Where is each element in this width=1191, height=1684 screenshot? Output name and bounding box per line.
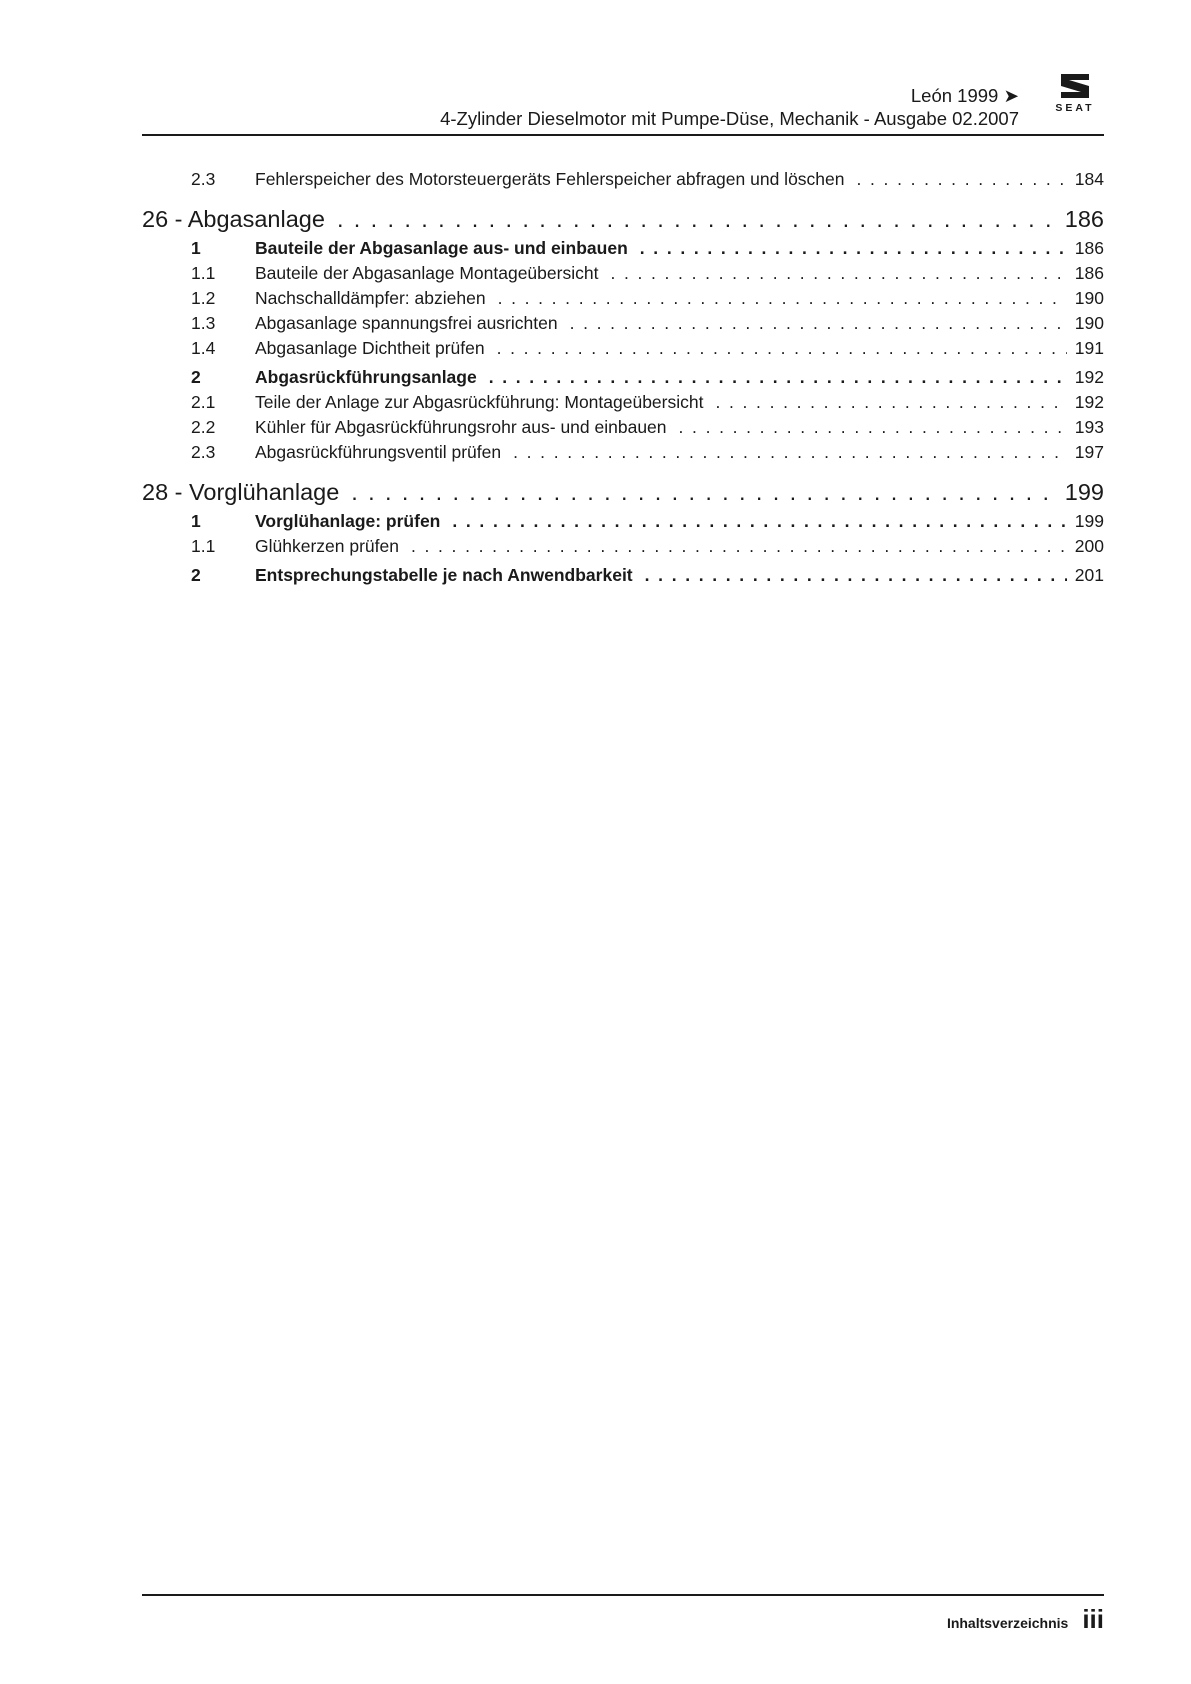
toc-entry-title: Fehlerspeicher des Motorsteuergeräts Fehlerspeicher abfragen und löschen bbox=[255, 169, 845, 189]
dot-leader bbox=[513, 440, 1067, 465]
toc-entry-title: Glühkerzen prüfen bbox=[255, 536, 399, 556]
dot-leader bbox=[715, 390, 1066, 415]
toc-chapter-title: 28 - Vorglühanlage bbox=[142, 479, 340, 505]
dot-leader bbox=[679, 415, 1067, 440]
dot-leader bbox=[452, 509, 1066, 534]
toc-entry-page: 200 bbox=[1074, 536, 1104, 556]
toc-entry-page: 191 bbox=[1074, 338, 1104, 358]
toc-entry-number: 1.3 bbox=[191, 313, 216, 333]
toc-entry[interactable] bbox=[142, 286, 1104, 311]
toc-entry-page: 190 bbox=[1074, 288, 1104, 308]
toc-entry-number: 1.4 bbox=[191, 338, 216, 358]
toc-entry-title: Bauteile der Abgasanlage aus- und einbauen bbox=[255, 238, 628, 258]
dot-leader bbox=[857, 167, 1067, 192]
toc-entry[interactable] bbox=[142, 311, 1104, 336]
toc-entry[interactable] bbox=[142, 336, 1104, 361]
dot-leader bbox=[645, 563, 1067, 588]
header-subtitle: 4-Zylinder Dieselmotor mit Pumpe-Düse, Mechanik - Ausgabe 02.2007 bbox=[440, 108, 1019, 129]
toc-entry-number: 1.2 bbox=[191, 288, 216, 308]
toc-entry-title: Teile der Anlage zur Abgasrückführung: Montageübersicht bbox=[255, 392, 704, 412]
dot-leader bbox=[570, 311, 1067, 336]
toc-entry[interactable] bbox=[142, 534, 1104, 559]
toc-entry-page: 192 bbox=[1074, 392, 1104, 412]
dot-leader bbox=[498, 286, 1067, 311]
toc-entry[interactable] bbox=[142, 261, 1104, 286]
header-rule bbox=[142, 134, 1104, 136]
seat-logo bbox=[1046, 72, 1104, 124]
footer-rule bbox=[142, 1594, 1104, 1596]
toc-chapter-page: 199 bbox=[1064, 479, 1104, 505]
page-footer bbox=[947, 1604, 1104, 1635]
toc-entry-number: 2.3 bbox=[191, 169, 216, 189]
toc-section[interactable] bbox=[142, 365, 1104, 390]
toc-entry-number: 2 bbox=[191, 565, 201, 585]
toc-entry-title: Abgasrückführungsventil prüfen bbox=[255, 442, 502, 462]
toc-entry-number: 2.3 bbox=[191, 442, 216, 462]
page-number: iii bbox=[1082, 1604, 1104, 1634]
toc-chapter-title: 26 - Abgasanlage bbox=[142, 206, 325, 232]
toc-entry[interactable] bbox=[142, 390, 1104, 415]
header-text bbox=[440, 84, 1019, 130]
toc-entry-page: 197 bbox=[1074, 442, 1104, 462]
dot-leader bbox=[610, 261, 1066, 286]
toc-entry-number: 1.1 bbox=[191, 263, 216, 283]
page-header bbox=[142, 62, 1104, 136]
toc-entry-title: Entsprechungstabelle je nach Anwendbarkeit bbox=[255, 565, 633, 585]
dot-leader bbox=[497, 336, 1067, 361]
toc-section[interactable] bbox=[142, 509, 1104, 534]
dot-leader bbox=[640, 236, 1067, 261]
toc-entry-title: Bauteile der Abgasanlage Montageübersicht bbox=[255, 263, 599, 283]
toc-entry[interactable] bbox=[142, 415, 1104, 440]
toc-entry-number: 2 bbox=[191, 367, 201, 387]
toc-entry-title: Abgasanlage spannungsfrei ausrichten bbox=[255, 313, 558, 333]
toc-entry-title: Kühler für Abgasrückführungsrohr aus- und einbauen bbox=[255, 417, 667, 437]
toc-entry-title: Vorglühanlage: prüfen bbox=[255, 511, 441, 531]
toc-entry-number: 1.1 bbox=[191, 536, 216, 556]
toc-entry-title: Abgasrückführungsanlage bbox=[255, 367, 477, 387]
toc-entry[interactable] bbox=[142, 440, 1104, 465]
toc-entry-title: Nachschalldämpfer: abziehen bbox=[255, 288, 486, 308]
dot-leader bbox=[489, 365, 1067, 390]
toc-entry-number: 1 bbox=[191, 511, 201, 531]
toc-entry-page: 186 bbox=[1074, 238, 1104, 258]
toc-entry-number: 2.2 bbox=[191, 417, 216, 437]
toc-entry[interactable] bbox=[142, 167, 1104, 192]
toc-entry-number: 1 bbox=[191, 238, 201, 258]
toc-entry-page: 186 bbox=[1074, 263, 1104, 283]
seat-wordmark: SEAT bbox=[1055, 102, 1095, 114]
toc-entry-title: Abgasanlage Dichtheit prüfen bbox=[255, 338, 485, 358]
toc-section[interactable] bbox=[142, 236, 1104, 261]
toc-chapter-26[interactable] bbox=[142, 202, 1104, 236]
toc-entry-number: 2.1 bbox=[191, 392, 216, 412]
toc-chapter-page: 186 bbox=[1064, 206, 1104, 232]
dot-leader bbox=[411, 534, 1067, 559]
dot-leader bbox=[351, 475, 1056, 509]
table-of-contents bbox=[142, 167, 1104, 588]
header-model: León 1999 ➤ bbox=[440, 84, 1019, 107]
toc-section[interactable] bbox=[142, 563, 1104, 588]
dot-leader bbox=[337, 202, 1057, 236]
seat-emblem-icon bbox=[1058, 72, 1092, 100]
toc-entry-page: 190 bbox=[1074, 313, 1104, 333]
footer-label: Inhaltsverzeichnis bbox=[946, 1615, 1069, 1631]
toc-chapter-28[interactable] bbox=[142, 475, 1104, 509]
toc-entry-page: 193 bbox=[1074, 417, 1104, 437]
toc-entry-page: 184 bbox=[1074, 169, 1104, 189]
toc-entry-page: 199 bbox=[1074, 511, 1104, 531]
toc-entry-page: 192 bbox=[1074, 367, 1104, 387]
toc-entry-page: 201 bbox=[1074, 565, 1104, 585]
